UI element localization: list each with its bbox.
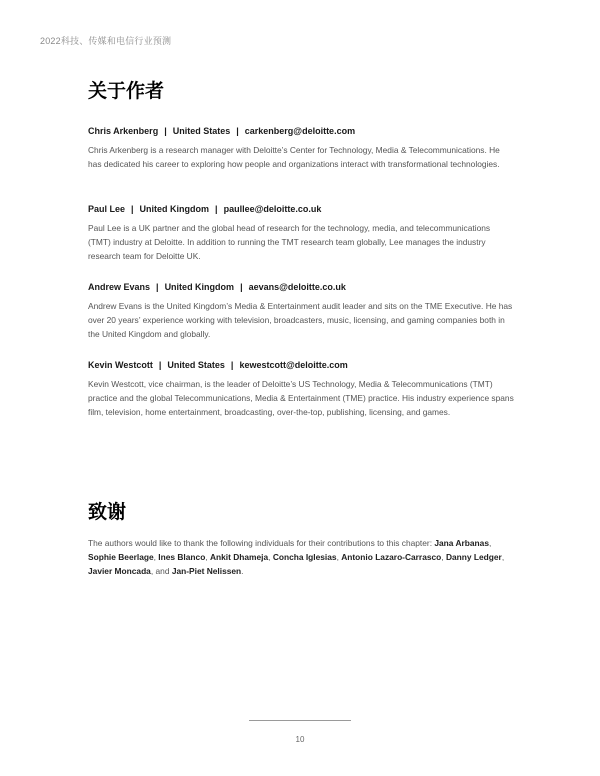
author-bio: Chris Arkenberg is a research manager with Deloitte’s Center for Technology, Media & Telecommunications. He has dedicated his career to exploring how people and organizations interact with transformational technologies. xyxy=(88,145,500,170)
separator: | xyxy=(156,282,159,292)
ack-person: Jan-Piet Nelissen xyxy=(171,566,242,577)
author-email-link[interactable]: kewestcott@deloitte.com xyxy=(239,360,348,370)
separator: | xyxy=(164,126,167,136)
ack-person: Ankit Dhameja xyxy=(209,552,269,563)
author-block xyxy=(88,125,514,171)
separator: | xyxy=(215,204,218,214)
separator: | xyxy=(240,282,243,292)
ack-separator: , xyxy=(501,552,505,563)
author-email-link[interactable]: paullee@deloitte.co.uk xyxy=(223,204,322,214)
author-block xyxy=(88,281,514,342)
section-title-acknowledgements: 致谢 xyxy=(88,501,127,523)
ack-end: . xyxy=(241,566,244,577)
author-header xyxy=(88,359,514,371)
ack-separator: , xyxy=(153,552,159,563)
ack-separator: , xyxy=(441,552,446,563)
author-email-link[interactable]: carkenberg@deloitte.com xyxy=(244,126,356,136)
author-header xyxy=(88,281,514,293)
author-block xyxy=(88,203,514,264)
separator: | xyxy=(230,360,234,370)
author-country: United States xyxy=(167,360,225,370)
ack-last-join: , and xyxy=(150,566,172,577)
ack-person: Concha Iglesias xyxy=(272,552,337,563)
author-header xyxy=(88,203,514,215)
author-name: Paul Lee xyxy=(88,204,126,214)
separator: | xyxy=(158,360,162,370)
author-name: Chris Arkenberg xyxy=(88,126,159,136)
ack-person: Antonio Lazaro-Carrasco xyxy=(341,552,442,563)
author-country: United Kingdom xyxy=(139,204,210,214)
author-header xyxy=(88,125,514,137)
author-name: Kevin Westcott xyxy=(88,360,153,370)
acknowledgement-paragraph xyxy=(88,536,514,579)
author-country: United States xyxy=(172,126,231,136)
ack-person: Ines Blanco xyxy=(158,552,206,563)
ack-separator: , xyxy=(336,552,342,563)
ack-separator: , xyxy=(205,552,210,563)
section-title-about-authors: 关于作者 xyxy=(88,80,165,102)
author-block xyxy=(88,359,514,420)
separator: | xyxy=(236,126,239,136)
author-bio: Andrew Evans is the United Kingdom’s Media & Entertainment audit leader and sits on the TME Executive. He has over 20 years’ experience working with television, broadcasters, music, licensing, and gaming companies both in the United Kingdom and globally. xyxy=(88,301,513,340)
footer-divider xyxy=(249,720,351,721)
author-bio: Kevin Westcott, vice chairman, is the leader of Deloitte’s US Technology, Media & Telecommunications (TMT) practice and the global Telecommunications, Media & Entertainment (TME) practice. His industry experience spans film, television, home entertainment, broadcasting, over-the-top, publishing, licensing, and games. xyxy=(88,379,514,418)
ack-person: Javier Moncada xyxy=(88,566,151,577)
author-bio: Paul Lee is a UK partner and the global head of research for the technology, media, and telecommunications (TMT) industry at Deloitte. In addition to running the TMT research team globally, Lee manages the industry research team for Deloitte UK. xyxy=(88,223,491,262)
author-name: Andrew Evans xyxy=(88,282,151,292)
separator: | xyxy=(131,204,134,214)
author-email-link[interactable]: aevans@deloitte.co.uk xyxy=(248,282,346,292)
ack-person: Danny Ledger xyxy=(445,552,502,563)
ack-person: Jana Arbanas xyxy=(434,538,489,548)
page-number: 10 xyxy=(295,735,305,744)
author-country: United Kingdom xyxy=(164,282,235,292)
ack-intro: The authors would like to thank the following individuals for their contributions to this chapter: xyxy=(88,538,435,548)
ack-separator: , xyxy=(488,538,492,548)
ack-separator: , xyxy=(268,552,273,563)
running-header: 2022科技、传媒和电信行业预测 xyxy=(40,36,172,46)
ack-person: Sophie Beerlage xyxy=(88,552,154,563)
